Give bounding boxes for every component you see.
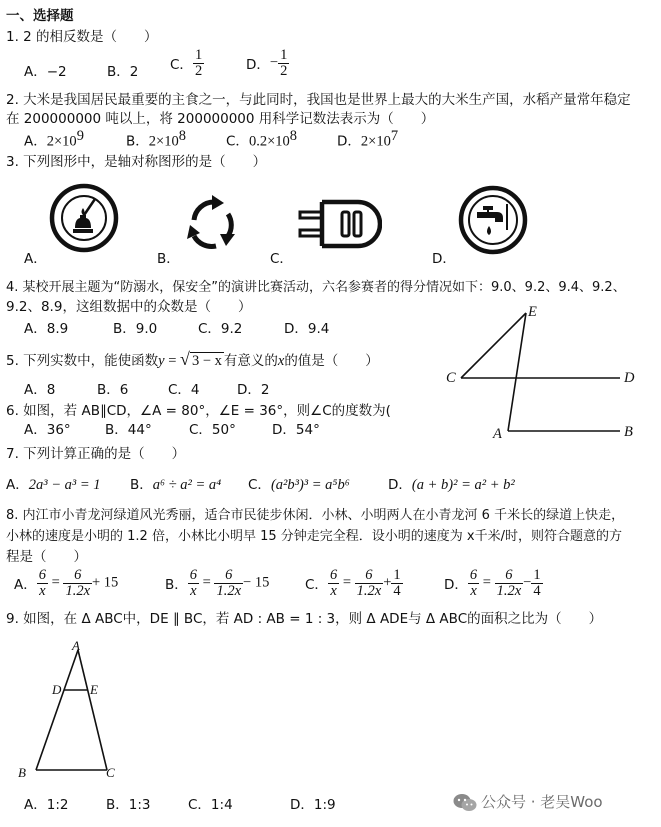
q5-option-c: C．4 [168,382,200,398]
q3-stem: 3. 下列图形中，是轴对称图形的是（ ） [6,154,267,170]
q8-line1: 8. 内江市小青龙河绿道风光秀丽，适合市民徒步休闲．小林、小明两人在小青龙河 6 千米长的绿道上快走， [6,508,625,523]
q6-option-d: D．54° [272,422,320,438]
q1-option-a: A．−2 [24,64,67,80]
q8-line2: 小林的速度是小明的 1.2 倍，小林比小明早 15 分钟走完全程．设小明的速度为 x千米/时，则符合题意的方 [6,529,622,544]
q6-option-b: B．44° [105,422,152,438]
q6-label-c: C [446,370,456,386]
q4-line1: 4. 某校开展主题为“防溺水，保安全”的演讲比赛活动，六名参赛者的得分情况如下：9.0、9.2、9.4、9.2、 [6,280,626,295]
q4-option-b: B．9.0 [113,321,158,337]
q1-option-c: C． $\frac{1}{2}$ [170,47,203,79]
q2-line2: 在 200000000 吨以上，将 200000000 用科学记数法表示为（ ） [6,111,435,127]
q9-option-c: C．1:4 [188,797,233,813]
q8-option-a: A． $\frac{6}{x}$ = $\frac{6}{1.2x}$ + 15 [14,567,119,599]
recycle-arrows-icon [180,192,244,256]
q1-option-b: B．2 [107,64,139,80]
q6-label-e: E [528,304,537,320]
q9-option-b: B．1:3 [106,797,151,813]
q2-line1: 2. 大米是我国居民最重要的主食之一，与此同时，我国也是世界上最大的大米生产国，水稻产量常年稳定 [6,92,631,108]
q2-option-a: A．$2\times 10^9$ [24,128,84,150]
q9-option-d: D．1:9 [290,797,336,813]
q2-option-c: C．$0.2\times 10^8$ [226,128,297,150]
q9-label-d: D [52,682,62,697]
q6-label-a: A [493,426,502,442]
q5-option-d: D．2 [237,382,270,398]
q2-option-d: D．$2\times 10^7$ [337,128,399,150]
q8-option-d: D． $\frac{6}{x}$ = $\frac{6}{1.2x}$ − $\frac{1}{4}$ [444,567,541,599]
watermark: 公众号 · 老吴Woo [453,791,603,813]
wechat-icon [453,793,477,813]
q5-option-b: B．6 [97,382,129,398]
q4-option-d: D．9.4 [284,321,330,337]
q4-line2: 9.2、8.9，这组数据中的众数是（ ） [6,299,252,315]
q8-option-c: C． $\frac{6}{x}$ = $\frac{6}{1.2x}$ + $\frac{1}{4}$ [305,567,401,599]
q7-option-b: B．a⁶ ÷ a² = a⁴ [130,477,222,493]
q3-option-c: C． [270,251,293,267]
q7-option-c: C．(a²b³)³ = a⁵b⁶ [248,477,350,493]
water-faucet-icon [457,184,529,256]
q4-option-a: A．8.9 [24,321,69,337]
q3-option-d: D． [432,251,456,267]
q9-stem: 9. 如图，在 Δ ABC中，DE ∥ BC，若 AD : AB = 1 : 3，则 Δ ADE与 Δ ABC的面积之比为（ ） [6,611,603,627]
q9-label-b: B [18,765,26,780]
q3-option-a: A． [24,251,47,267]
q6-stem: 6. 如图，若 AB∥CD，∠A = 80°，∠E = 36°，则∠C的度数为( [6,403,391,419]
q1-option-d: D．− $\frac{1}{2}$ [246,47,288,79]
q3-option-b: B． [157,251,180,267]
q7-stem: 7. 下列计算正确的是（ ） [6,446,186,462]
q6-option-c: C．50° [189,422,236,438]
q4-option-c: C．9.2 [198,321,243,337]
q5-stem: 5. 下列实数中，能使函数y = √ 3 − x 有意义的x的值是（ ） [6,349,379,369]
q6-option-a: A．36° [24,422,71,438]
q8-option-b: B． $\frac{6}{x}$ = $\frac{6}{1.2x}$ − 15 [165,567,270,599]
q6-label-b: B [624,424,633,440]
q1-stem: 1. 2 的相反数是（ ） [6,29,158,45]
q9-option-a: A．1:2 [24,797,69,813]
q6-label-d: D [624,370,635,386]
section-title: 一、选择题 [6,8,74,24]
q7-option-a: A．2a³ − a³ = 1 [6,477,101,493]
q9-triangle-figure [20,640,130,780]
q8-line3: 程是（ ） [6,549,87,565]
plug-socket-icon [298,196,382,252]
q7-option-d: D．(a + b)² = a² + b² [388,477,515,493]
q2-option-b: B．$2\times 10^8$ [126,128,186,150]
q9-label-e: E [90,682,98,697]
q9-label-a: A [72,638,80,653]
q5-option-a: A．8 [24,382,56,398]
q9-label-c: C [106,765,115,780]
no-fire-icon [48,182,120,254]
q6-geometry-figure [440,300,640,446]
